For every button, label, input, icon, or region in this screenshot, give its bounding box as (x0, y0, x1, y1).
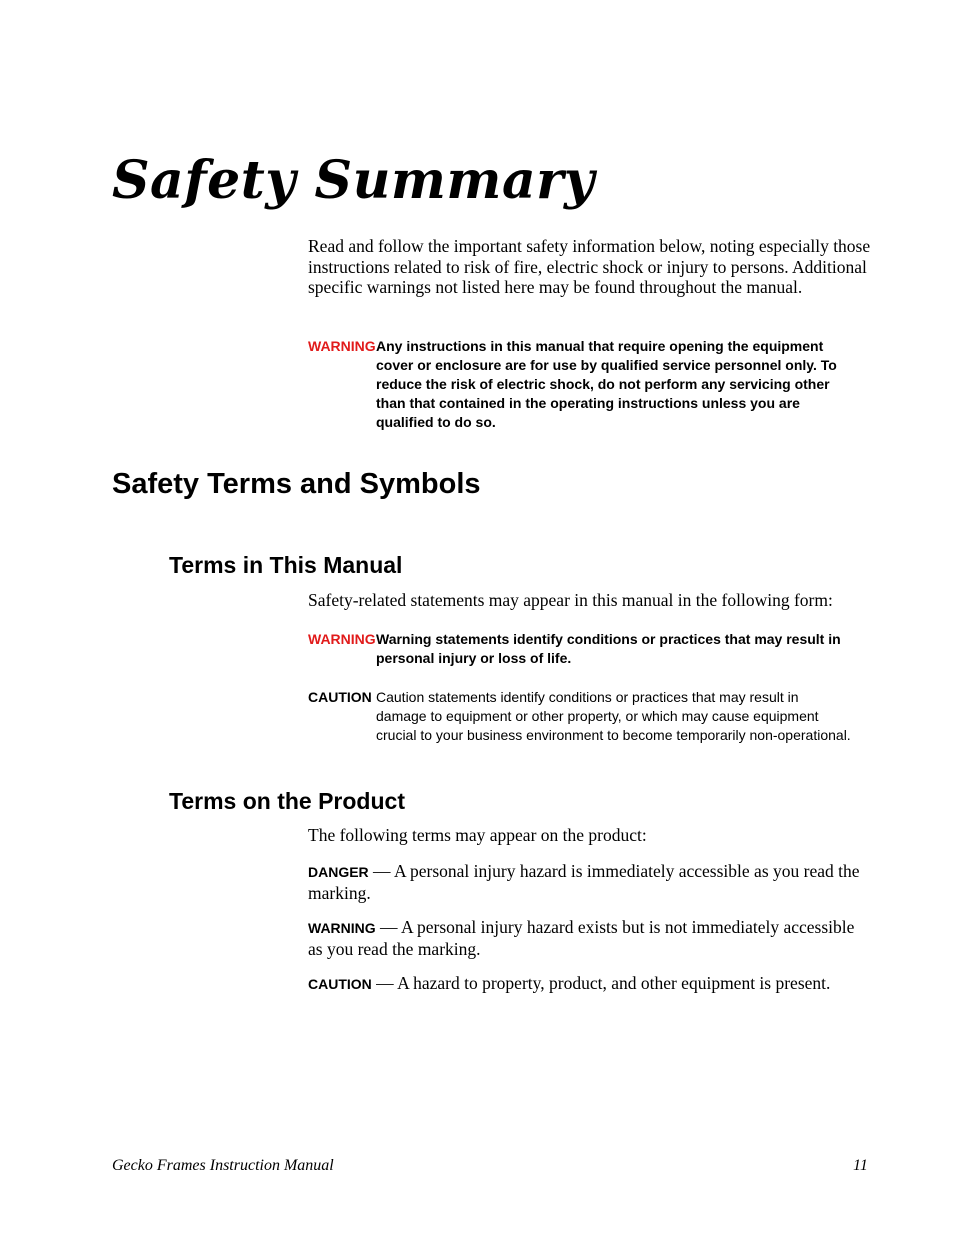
warning-notice-example (308, 630, 853, 668)
page-title: Safety Summary (112, 150, 595, 211)
caution-text: Caution statements identify conditions or practices that may result in damage to equipment or other property, or which may cause equipment crucial to your business environment to become temporarily non-operational. (376, 689, 851, 743)
intro-paragraph: Read and follow the important safety information below, noting especially those instructions related to risk of fire, electric shock or injury to persons. Additional specific warnings not listed here may be found throughout the manual. (308, 236, 871, 297)
terms-manual-heading: Terms in This Manual (169, 552, 403, 578)
caution-notice-example (308, 688, 853, 745)
term-caution-text: — A hazard to property, product, and other equipment is present. (371, 973, 831, 993)
term-caution (308, 973, 873, 995)
term-warning (308, 917, 873, 959)
footer-page-number: 11 (853, 1157, 868, 1174)
footer-manual-title: Gecko Frames Instruction Manual (112, 1157, 334, 1174)
warning-text: Warning statements identify conditions or practices that may result in personal injury or loss of life. (376, 631, 841, 666)
term-caution-label: CAUTION (308, 976, 372, 992)
terms-product-intro: The following terms may appear on the product: (308, 825, 647, 845)
section-heading: Safety Terms and Symbols (112, 468, 481, 500)
warning-notice-main (308, 337, 853, 432)
terms-product-heading: Terms on the Product (169, 788, 405, 814)
warning-text: Any instructions in this manual that require opening the equipment cover or enclosure are for use by qualified service personnel only. To reduce the risk of electric shock, do not perform any servicing other than that contained in the operating instructions unless you are qualified to do so. (376, 338, 837, 430)
terms-manual-intro: Safety-related statements may appear in this manual in the following form: (308, 590, 833, 610)
warning-label: WARNING (308, 338, 376, 354)
caution-label: CAUTION (308, 689, 372, 705)
term-danger-label: DANGER (308, 864, 369, 880)
warning-label: WARNING (308, 631, 376, 647)
term-danger-text: — A personal injury hazard is immediately accessible as you read the marking. (308, 861, 860, 903)
term-warning-label: WARNING (308, 920, 376, 936)
term-danger (308, 861, 873, 903)
term-warning-text: — A personal injury hazard exists but is not immediately accessible as you read the marking. (308, 917, 855, 959)
